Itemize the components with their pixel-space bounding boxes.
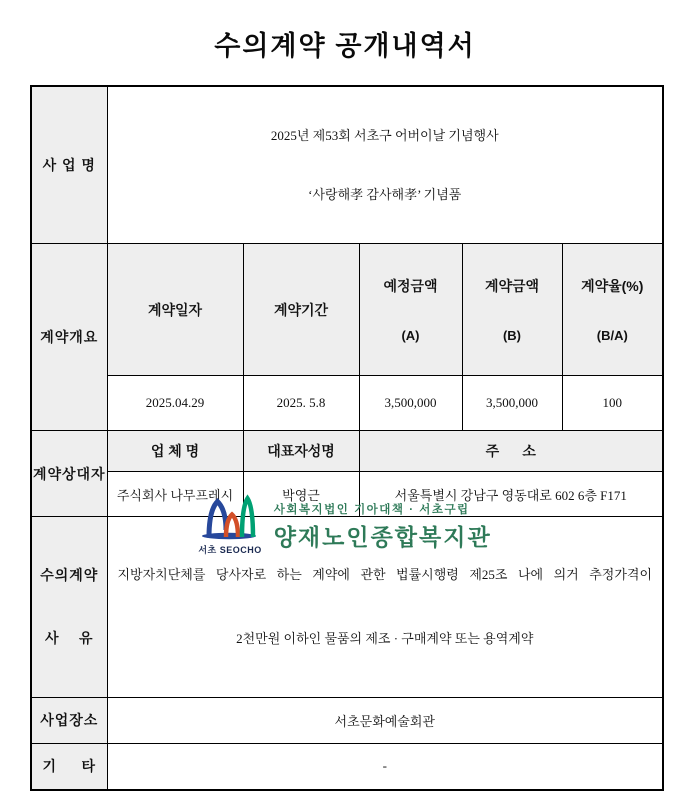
reason-label-line2: 사 유 (44, 629, 94, 646)
business-name-label: 사 업 명 (31, 86, 107, 244)
reason-value-line2: 2천만원 이하인 물품의 제조 · 구매계약 또는 용역계약 (236, 631, 534, 647)
seocho-logo-icon (201, 496, 259, 542)
organization-main-name: 양재노인종합복지관 (273, 523, 492, 550)
page-title: 수의계약 공개내역서 (214, 31, 476, 61)
reason-value-line1: 지방자치단체를 당사자로 하는 계약에 관한 법률시행령 제25조 나에 의거 추정가격이 (117, 566, 653, 582)
address-value: 서울특별시 강남구 영동대로 602 6층 F171 (359, 472, 663, 517)
etc-label: 기 타 (31, 743, 107, 790)
overview-value-row (31, 376, 663, 431)
business-name-row (31, 86, 663, 244)
party-header-row (31, 431, 663, 472)
organization-name (274, 501, 492, 552)
organization-parent-name: 사회복지법인 기아대책 · 서초구립 (273, 503, 470, 516)
reason-label-line1: 수의계약 (40, 566, 99, 583)
business-name-line1: 2025년 제53회 서초구 어버이날 기념행사 (270, 128, 499, 143)
location-label: 사업장소 (31, 697, 107, 743)
overview-header-row (31, 244, 663, 376)
location-row (31, 697, 663, 743)
contract-rate-header-text: 계약율(%) (581, 278, 644, 294)
seocho-logo-caption: 서초 SEOCHO (198, 545, 262, 555)
contract-amount-value: 3,500,000 (462, 376, 562, 431)
contract-rate-header (562, 244, 663, 376)
seocho-logo (198, 496, 261, 556)
contract-rate-value: 100 (562, 376, 663, 431)
planned-amount-header-text: 예정금액 (383, 278, 438, 294)
ceo-name-value: 박영근 (243, 472, 359, 517)
footer (0, 496, 690, 556)
contract-rate-header-sub: (B/A) (596, 328, 628, 343)
ceo-name-header: 대표자성명 (243, 431, 359, 472)
company-name-value: 주식회사 나무프레시 (107, 472, 243, 517)
etc-value: - (107, 743, 663, 790)
contract-date-value: 2025.04.29 (107, 376, 243, 431)
contract-disclosure-table (30, 85, 664, 791)
location-value: 서초문화예술회관 (107, 697, 663, 743)
contract-period-header: 계약기간 (243, 244, 359, 376)
business-name-value (107, 86, 663, 244)
etc-row (31, 743, 663, 790)
address-header: 주 소 (359, 431, 663, 472)
contract-period-value: 2025. 5.8 (243, 376, 359, 431)
company-name-header: 업 체 명 (107, 431, 243, 472)
planned-amount-header (359, 244, 462, 376)
contract-date-header: 계약일자 (107, 244, 243, 376)
party-label: 계약상대자 (31, 431, 107, 517)
planned-amount-value: 3,500,000 (359, 376, 462, 431)
overview-label: 계약개요 (31, 244, 107, 431)
planned-amount-header-sub: (A) (401, 328, 420, 343)
contract-amount-header-text: 계약금액 (484, 278, 540, 294)
business-name-line2: ‘사랑해孝 감사해孝’ 기념품 (308, 186, 462, 202)
contract-amount-header (462, 244, 562, 376)
contract-amount-header-sub: (B) (502, 328, 522, 343)
